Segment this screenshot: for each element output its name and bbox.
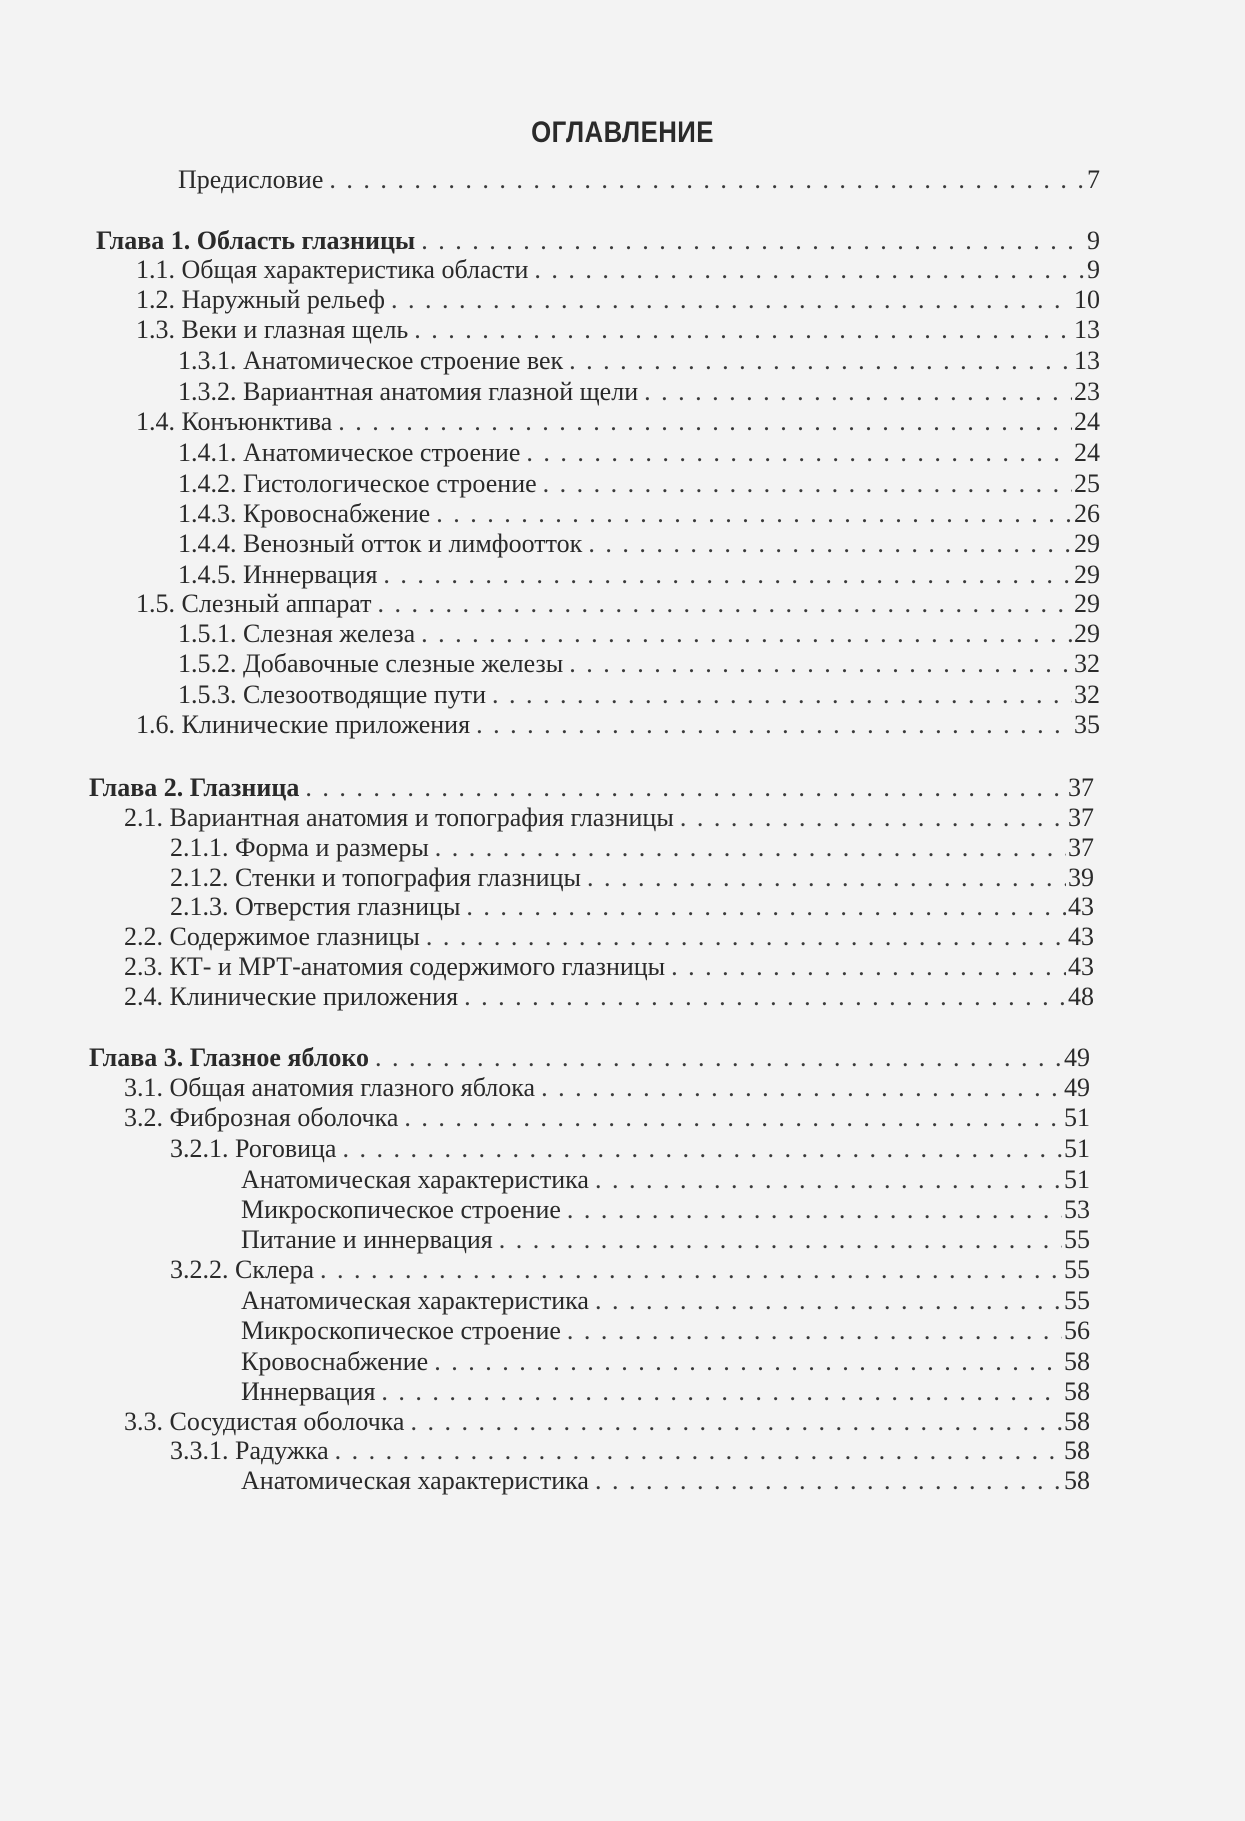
page-title: ОГЛАВЛЕНИЕ (531, 116, 714, 149)
toc-entry-label: 3.2. Фиброзная оболочка (124, 1103, 399, 1132)
toc-page-number: 51 (1064, 1103, 1090, 1132)
toc-entry (241, 1465, 1090, 1497)
toc-dot-leader (426, 921, 1066, 953)
toc-entry (178, 679, 1100, 711)
toc-dot-leader (680, 802, 1066, 834)
toc-entry-label: Анатомическая характеристика (241, 1286, 589, 1315)
toc-page-number: 32 (1074, 680, 1100, 709)
toc-entry-label: 1.3. Веки и глазная щель (136, 315, 409, 344)
toc-dot-leader (391, 284, 1072, 316)
toc-page-number: 29 (1074, 560, 1100, 589)
toc-dot-leader (466, 891, 1066, 923)
toc-page-number: 9 (1087, 226, 1100, 255)
toc-entry (170, 1254, 1090, 1286)
toc-page-number: 25 (1074, 469, 1100, 498)
toc-entry-label: 1.4.2. Гистологическое строение (178, 469, 537, 498)
toc-entry-label: 1.5. Слезный аппарат (136, 589, 372, 618)
toc-dot-leader (375, 1042, 1062, 1074)
toc-entry-label: 1.4.3. Кровоснабжение (178, 499, 431, 528)
toc-dot-leader (410, 1406, 1062, 1438)
toc-page-number: 43 (1068, 952, 1094, 981)
toc-entry-label: 3.2.1. Роговица (170, 1134, 337, 1163)
toc-entry (136, 406, 1100, 438)
toc-entry-label: 2.1.2. Стенки и топография глазницы (170, 863, 581, 892)
toc-entry (170, 1435, 1090, 1467)
toc-page-number: 49 (1064, 1043, 1090, 1072)
toc-dot-leader (492, 679, 1072, 711)
toc-page-number: 39 (1068, 863, 1094, 892)
toc-entry-label: 3.1. Общая анатомия глазного яблока (124, 1073, 536, 1102)
toc-entry-label: 1.6. Клинические приложения (136, 710, 471, 739)
toc-entry (178, 648, 1100, 680)
toc-dot-leader (414, 314, 1072, 346)
toc-entry (178, 345, 1100, 377)
toc-page-number: 58 (1064, 1377, 1090, 1406)
toc-dot-leader (404, 1102, 1062, 1134)
toc-page-number: 29 (1074, 529, 1100, 558)
toc-dot-leader (305, 772, 1066, 804)
toc-dot-leader (526, 437, 1072, 469)
toc-entry-label: Глава 1. Область глазницы (96, 226, 416, 255)
toc-dot-leader (435, 832, 1066, 864)
toc-dot-leader (671, 951, 1066, 983)
toc-entry (136, 254, 1100, 286)
toc-entry-label: 1.3.2. Вариантная анатомия глазной щели (178, 377, 639, 406)
toc-entry (241, 1194, 1090, 1226)
toc-entry-label: Предисловие (178, 165, 324, 194)
toc-entry-label: 1.2. Наружный рельеф (136, 285, 385, 314)
toc-page-number: 55 (1064, 1286, 1090, 1315)
toc-chapter-entry (89, 772, 1094, 804)
toc-dot-leader (595, 1285, 1062, 1317)
toc-entry (178, 618, 1100, 650)
toc-entry-label: 1.4. Конъюнктива (136, 407, 333, 436)
toc-entry (178, 376, 1100, 408)
toc-page-number: 32 (1074, 649, 1100, 678)
toc-entry (124, 1406, 1090, 1438)
toc-entry (136, 709, 1100, 741)
toc-page-number: 53 (1064, 1195, 1090, 1224)
toc-page-number: 10 (1074, 285, 1100, 314)
toc-entry (178, 498, 1100, 530)
toc-page-number: 35 (1074, 710, 1100, 739)
toc-entry-label: 1.5.1. Слезная железа (178, 619, 416, 648)
toc-entry-label: 1.5.3. Слезоотводящие пути (178, 680, 487, 709)
toc-entry (124, 1072, 1090, 1104)
toc-entry-label: 2.1.1. Форма и размеры (170, 833, 429, 862)
toc-entry-label: Микроскопическое строение (241, 1316, 561, 1345)
toc-entry (124, 921, 1094, 953)
toc-entry-label: 1.5.2. Добавочные слезные железы (178, 649, 564, 678)
toc-entry-label: 3.3. Сосудистая оболочка (124, 1407, 405, 1436)
toc-page-number: 58 (1064, 1347, 1090, 1376)
toc-chapter-entry (96, 225, 1100, 257)
toc-entry-label: Глава 2. Глазница (89, 773, 300, 802)
toc-page-number: 7 (1087, 165, 1100, 194)
toc-entry (241, 1346, 1090, 1378)
toc-entry-label: Анатомическая характеристика (241, 1466, 589, 1495)
toc-dot-leader (569, 648, 1072, 680)
toc-entry-label: Микроскопическое строение (241, 1195, 561, 1224)
toc-entry-label: Иннервация (241, 1377, 376, 1406)
toc-page-number: 13 (1074, 315, 1100, 344)
toc-page-number: 37 (1068, 773, 1094, 802)
toc-page-number: 55 (1064, 1255, 1090, 1284)
toc-page-number: 58 (1064, 1466, 1090, 1495)
toc-entry-label: Глава 3. Глазное яблоко (89, 1043, 370, 1072)
toc-entry (124, 951, 1094, 983)
toc-entry (136, 284, 1100, 316)
toc-page-number: 51 (1064, 1165, 1090, 1194)
toc-dot-leader (383, 559, 1072, 591)
toc-entry (136, 314, 1100, 346)
toc-dot-leader (335, 1435, 1062, 1467)
toc-entry (241, 1315, 1090, 1347)
toc-page-number: 56 (1064, 1316, 1090, 1345)
toc-entry-label: 3.3.1. Радужка (170, 1436, 329, 1465)
toc-entry-label: 2.4. Клинические приложения (124, 982, 459, 1011)
toc-entry (170, 891, 1094, 923)
toc-chapter-entry (89, 1042, 1090, 1074)
toc-entry-label: 1.4.5. Иннервация (178, 560, 378, 589)
toc-dot-leader (436, 498, 1072, 530)
toc-dot-leader (338, 406, 1072, 438)
toc-dot-leader (567, 1194, 1062, 1226)
toc-page-number: 37 (1068, 833, 1094, 862)
toc-dot-leader (587, 862, 1066, 894)
toc-entry-label: 1.3.1. Анатомическое строение век (178, 346, 564, 375)
toc-page-number: 24 (1074, 438, 1100, 467)
toc-entry (178, 468, 1100, 500)
toc-page-number: 29 (1074, 619, 1100, 648)
toc-page-number: 13 (1074, 346, 1100, 375)
toc-entry (241, 1224, 1090, 1256)
toc-entry-label: Питание и иннервация (241, 1225, 493, 1254)
toc-entry-label: 1.4.1. Анатомическое строение (178, 438, 521, 467)
toc-dot-leader (567, 1315, 1062, 1347)
toc-entry-label: 2.3. КТ- и МРТ-анатомия содержимого глазницы (124, 952, 666, 981)
toc-entry-label: 2.1.3. Отверстия глазницы (170, 892, 461, 921)
toc-entry (124, 802, 1094, 834)
toc-page-number: 24 (1074, 407, 1100, 436)
toc-entry-label: 3.2.2. Склера (170, 1255, 315, 1284)
toc-entry (241, 1164, 1090, 1196)
toc-entry (170, 1133, 1090, 1165)
toc-page-number: 29 (1074, 589, 1100, 618)
toc-dot-leader (543, 468, 1072, 500)
toc-entry (178, 164, 1100, 196)
toc-entry (178, 528, 1100, 560)
toc-dot-leader (378, 588, 1072, 620)
toc-dot-leader (595, 1465, 1062, 1497)
toc-dot-leader (421, 225, 1085, 257)
toc-entry-label: Кровоснабжение (241, 1347, 429, 1376)
toc-dot-leader (644, 376, 1072, 408)
toc-dot-leader (595, 1164, 1062, 1196)
toc-entry (178, 437, 1100, 469)
toc-page-number: 49 (1064, 1073, 1090, 1102)
toc-dot-leader (342, 1133, 1062, 1165)
toc-dot-leader (320, 1254, 1062, 1286)
toc-page-number: 58 (1064, 1407, 1090, 1436)
toc-page-number: 48 (1068, 982, 1094, 1011)
toc-dot-leader (381, 1376, 1062, 1408)
toc-entry (124, 1102, 1090, 1134)
toc-dot-leader (421, 618, 1072, 650)
toc-page-number: 55 (1064, 1225, 1090, 1254)
toc-page-number: 26 (1074, 499, 1100, 528)
toc-entry (170, 832, 1094, 864)
toc-dot-leader (434, 1346, 1062, 1378)
toc-entry-label: 2.1. Вариантная анатомия и топография глазницы (124, 803, 674, 832)
toc-entry (170, 862, 1094, 894)
toc-entry-label: 2.2. Содержимое глазницы (124, 922, 420, 951)
toc-dot-leader (499, 1224, 1062, 1256)
toc-entry (124, 981, 1094, 1013)
toc-page-number: 43 (1068, 922, 1094, 951)
toc-page-number: 43 (1068, 892, 1094, 921)
toc-dot-leader (476, 709, 1072, 741)
toc-entry (241, 1376, 1090, 1408)
toc-page-number: 23 (1074, 377, 1100, 406)
toc-entry-label: 1.4.4. Венозный отток и лимфоотток (178, 529, 583, 558)
toc-page-number: 51 (1064, 1134, 1090, 1163)
toc-entry (178, 559, 1100, 591)
toc-page-number: 37 (1068, 803, 1094, 832)
toc-entry-label: Анатомическая характеристика (241, 1165, 589, 1194)
toc-page-number: 58 (1064, 1436, 1090, 1465)
toc-dot-leader (541, 1072, 1062, 1104)
toc-dot-leader (534, 254, 1085, 286)
toc-entry (241, 1285, 1090, 1317)
toc-page-number: 9 (1087, 255, 1100, 284)
toc-dot-leader (588, 528, 1072, 560)
toc-entry-label: 1.1. Общая характеристика области (136, 255, 529, 284)
toc-dot-leader (329, 164, 1085, 196)
toc-dot-leader (569, 345, 1072, 377)
toc-dot-leader (464, 981, 1066, 1013)
toc-entry (136, 588, 1100, 620)
